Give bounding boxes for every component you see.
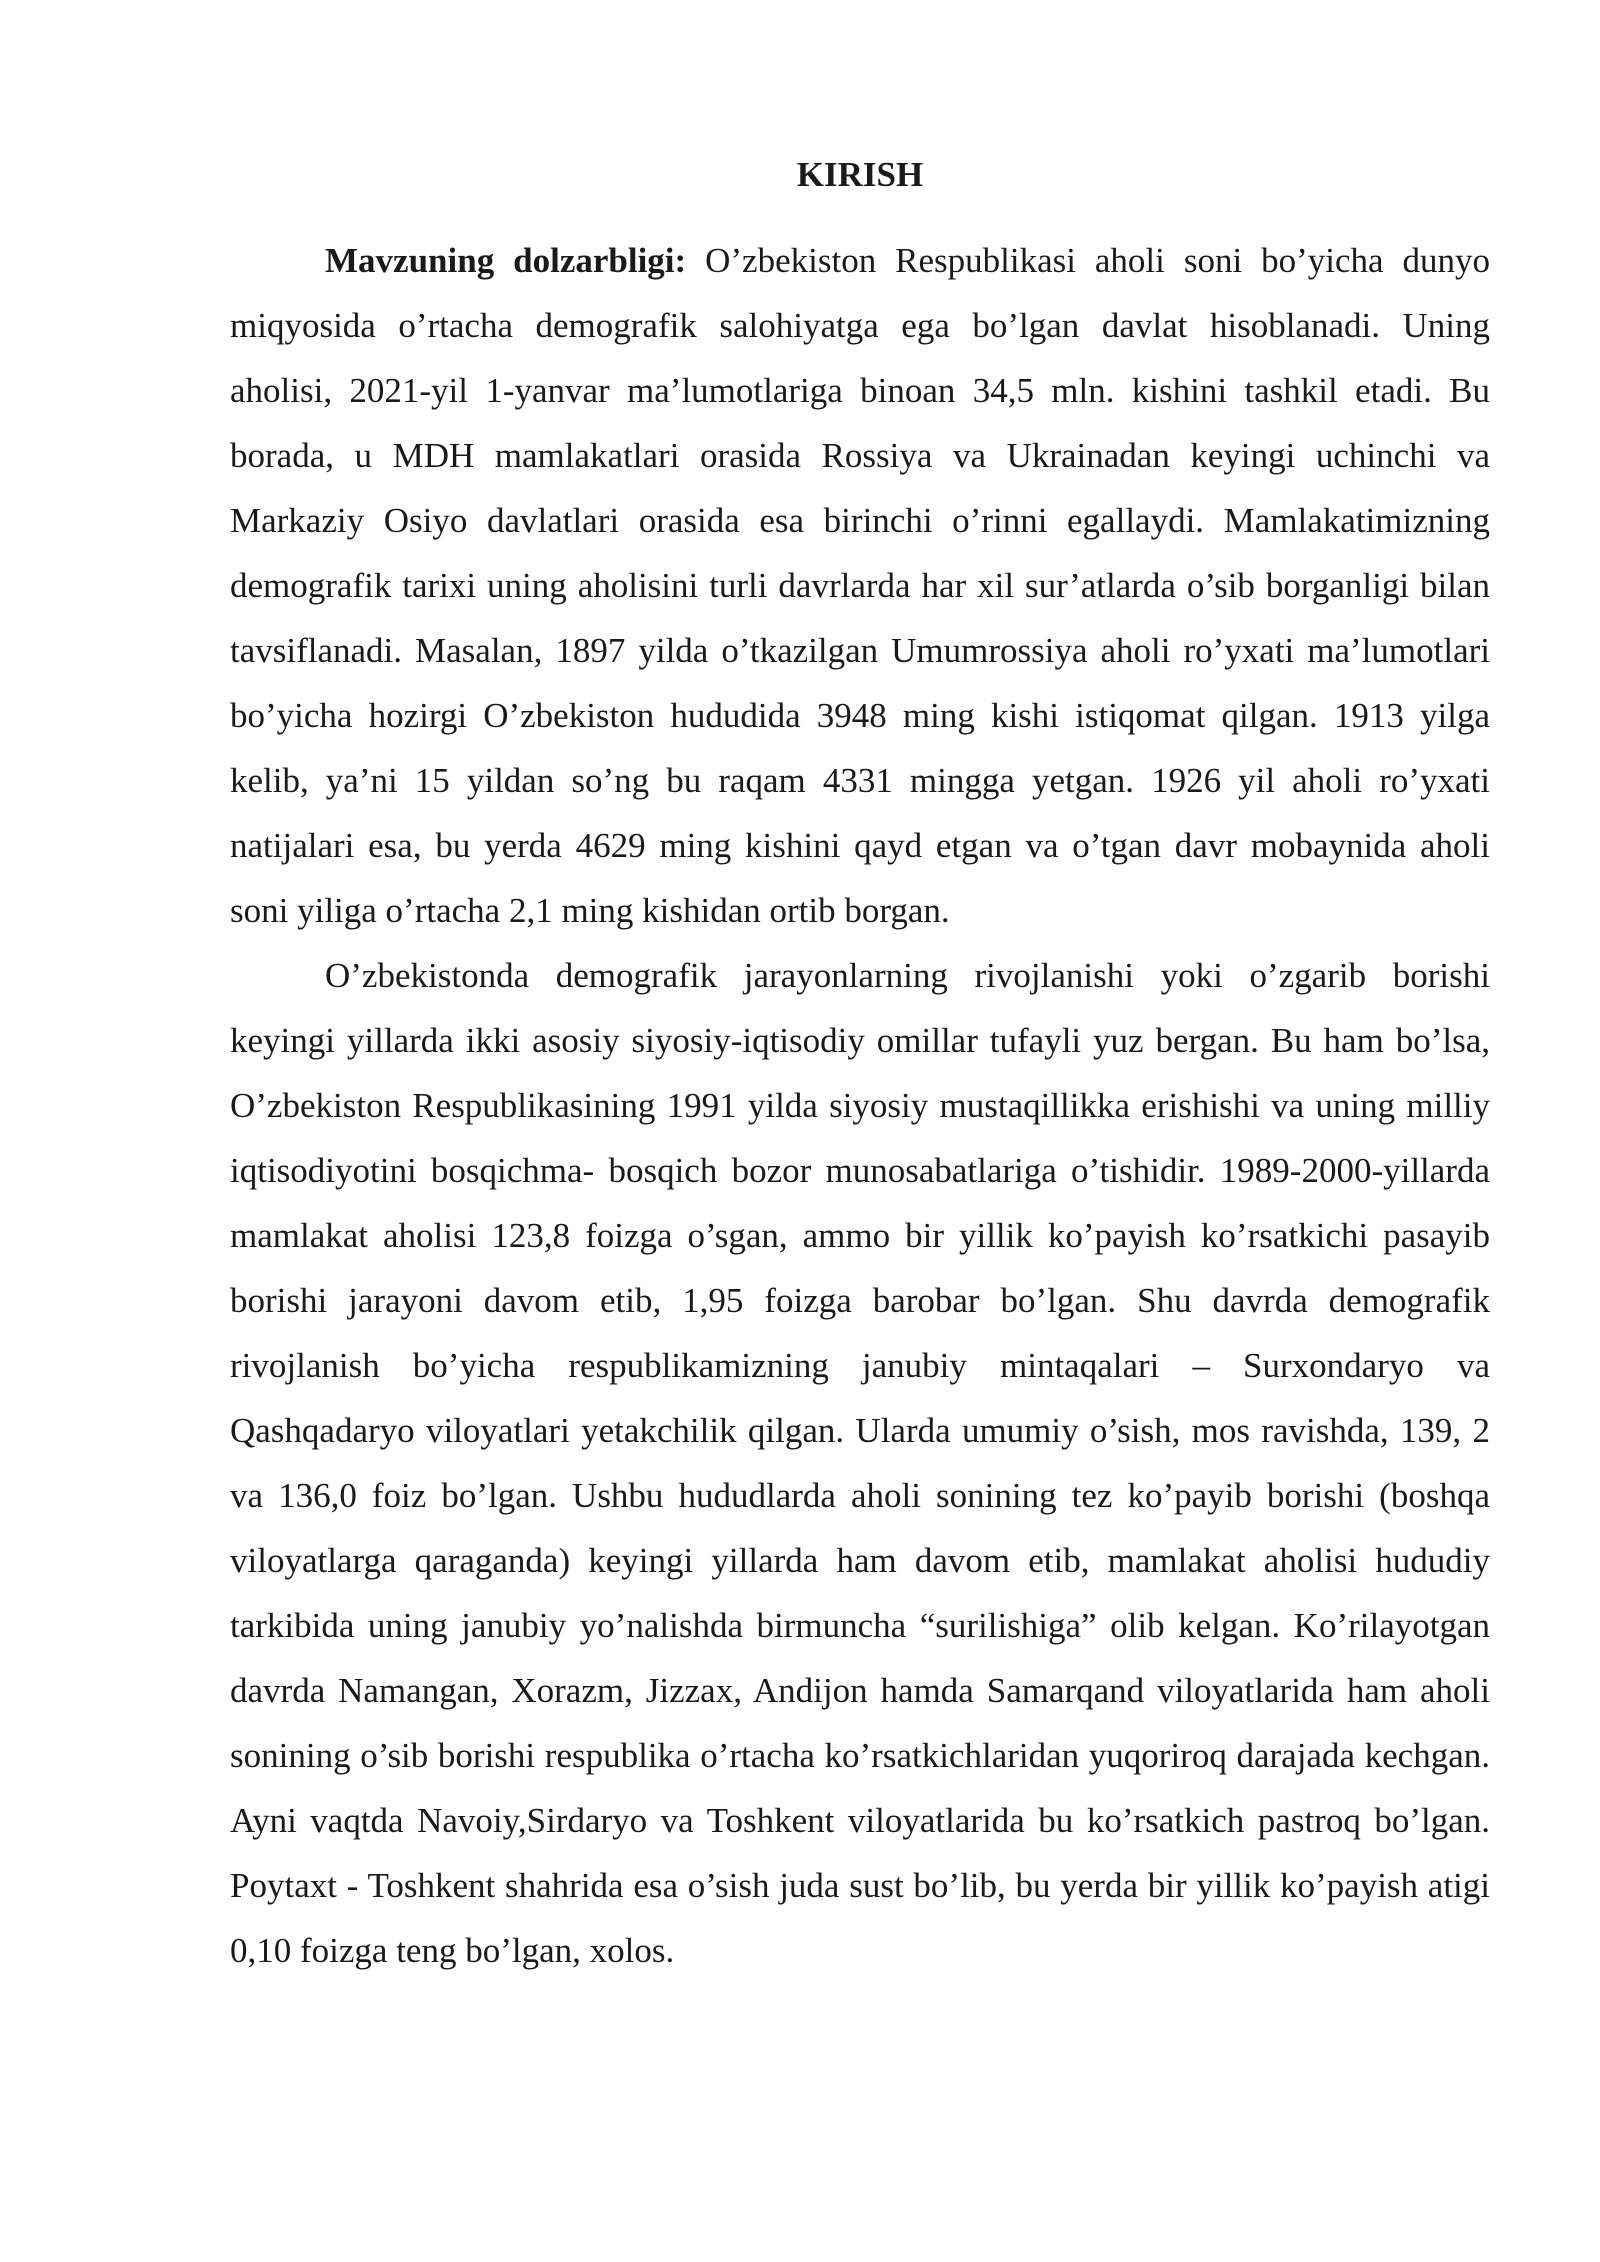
paragraph-relevance <box>230 228 1490 943</box>
paragraph-text: O’zbekiston Respublikasi aholi soni bo’yicha dunyo miqyosida o’rtacha demografik salohiyatga ega bo’lgan davlat hisoblanadi. Uning aholisi, 2021-yil 1-yanvar ma’lumotlariga binoan 34,5 mln. kishini tashkil etadi. Bu borada, u MDH mamlakatlari orasida Rossiya va Ukrainadan keyingi uchinchi va Markaziy Osiyo davlatlari orasida esa birinchi o’rinni egallaydi. Mamlakatimizning demografik tarixi uning aholisini turli davrlarda har xil sur’atlarda o’sib borganligi bilan tavsiflanadi. Masalan, 1897 yilda o’tkazilgan Umumrossiya aholi ro’yxati ma’lumotlari bo’yicha hozirgi O’zbekiston hududida 3948 ming kishi istiqomat qilgan. 1913 yilga kelib, ya’ni 15 yildan so’ng bu raqam 4331 mingga yetgan. 1926 yil aholi ro’yxati natijalari esa, bu yerda 4629 ming kishini qayd etgan va o’tgan davr mobaynida aholi soni yiliga o’rtacha 2,1 ming kishidan ortib borgan. <box>230 241 1490 930</box>
paragraph-demographic-processes <box>230 943 1490 1983</box>
document-body <box>230 150 1490 1983</box>
paragraph-text: O’zbekistonda demografik jarayonlarning rivojlanishi yoki o’zgarib borishi keyingi yillarda ikki asosiy siyosiy-iqtisodiy omillar tufayli yuz bergan. Bu ham bo’lsa, O’zbekiston Respublikasining 1991 yilda siyosiy mustaqillikka erishishi va uning milliy iqtisodiyotini bosqichma- bosqich bozor munosabatlariga o’tishidir. 1989-2000-yillarda mamlakat aholisi 123,8 foizga o’sgan, ammo bir yillik ko’payish ko’rsatkichi pasayib borishi jarayoni davom etib, 1,95 foizga barobar bo’lgan. Shu davrda demografik rivojlanish bo’yicha respublikamizning janubiy mintaqalari – Surxondaryo va Qashqadaryo viloyatlari yetakchilik qilgan. Ularda umumiy o’sish, mos ravishda, 139, 2 va 136,0 foiz bo’lgan. Ushbu hududlarda aholi sonining tez ko’payib borishi (boshqa viloyatlarga qaraganda) keyingi yillarda ham davom etib, mamlakat aholisi hududiy tarkibida uning janubiy yo’nalishda birmuncha “surilishiga” olib kelgan. Ko’rilayotgan davrda Namangan, Xorazm, Jizzax, Andijon hamda Samarqand viloyatlarida ham aholi sonining o’sib borishi respublika o’rtacha ko’rsatkichlaridan yuqoriroq darajada kechgan. Ayni vaqtda Navoiy,Sirdaryo va Toshkent viloyatlarida bu ko’rsatkich pastroq bo’lgan. Poytaxt - Toshkent shahrida esa o’sish juda sust bo’lib, bu yerda bir yillik ko’payish atigi 0,10 foizga teng bo’lgan, xolos. <box>230 956 1490 1970</box>
document-title: KIRISH <box>796 155 924 194</box>
paragraph-lead: Mavzuning dolzarbligi: <box>325 241 687 280</box>
